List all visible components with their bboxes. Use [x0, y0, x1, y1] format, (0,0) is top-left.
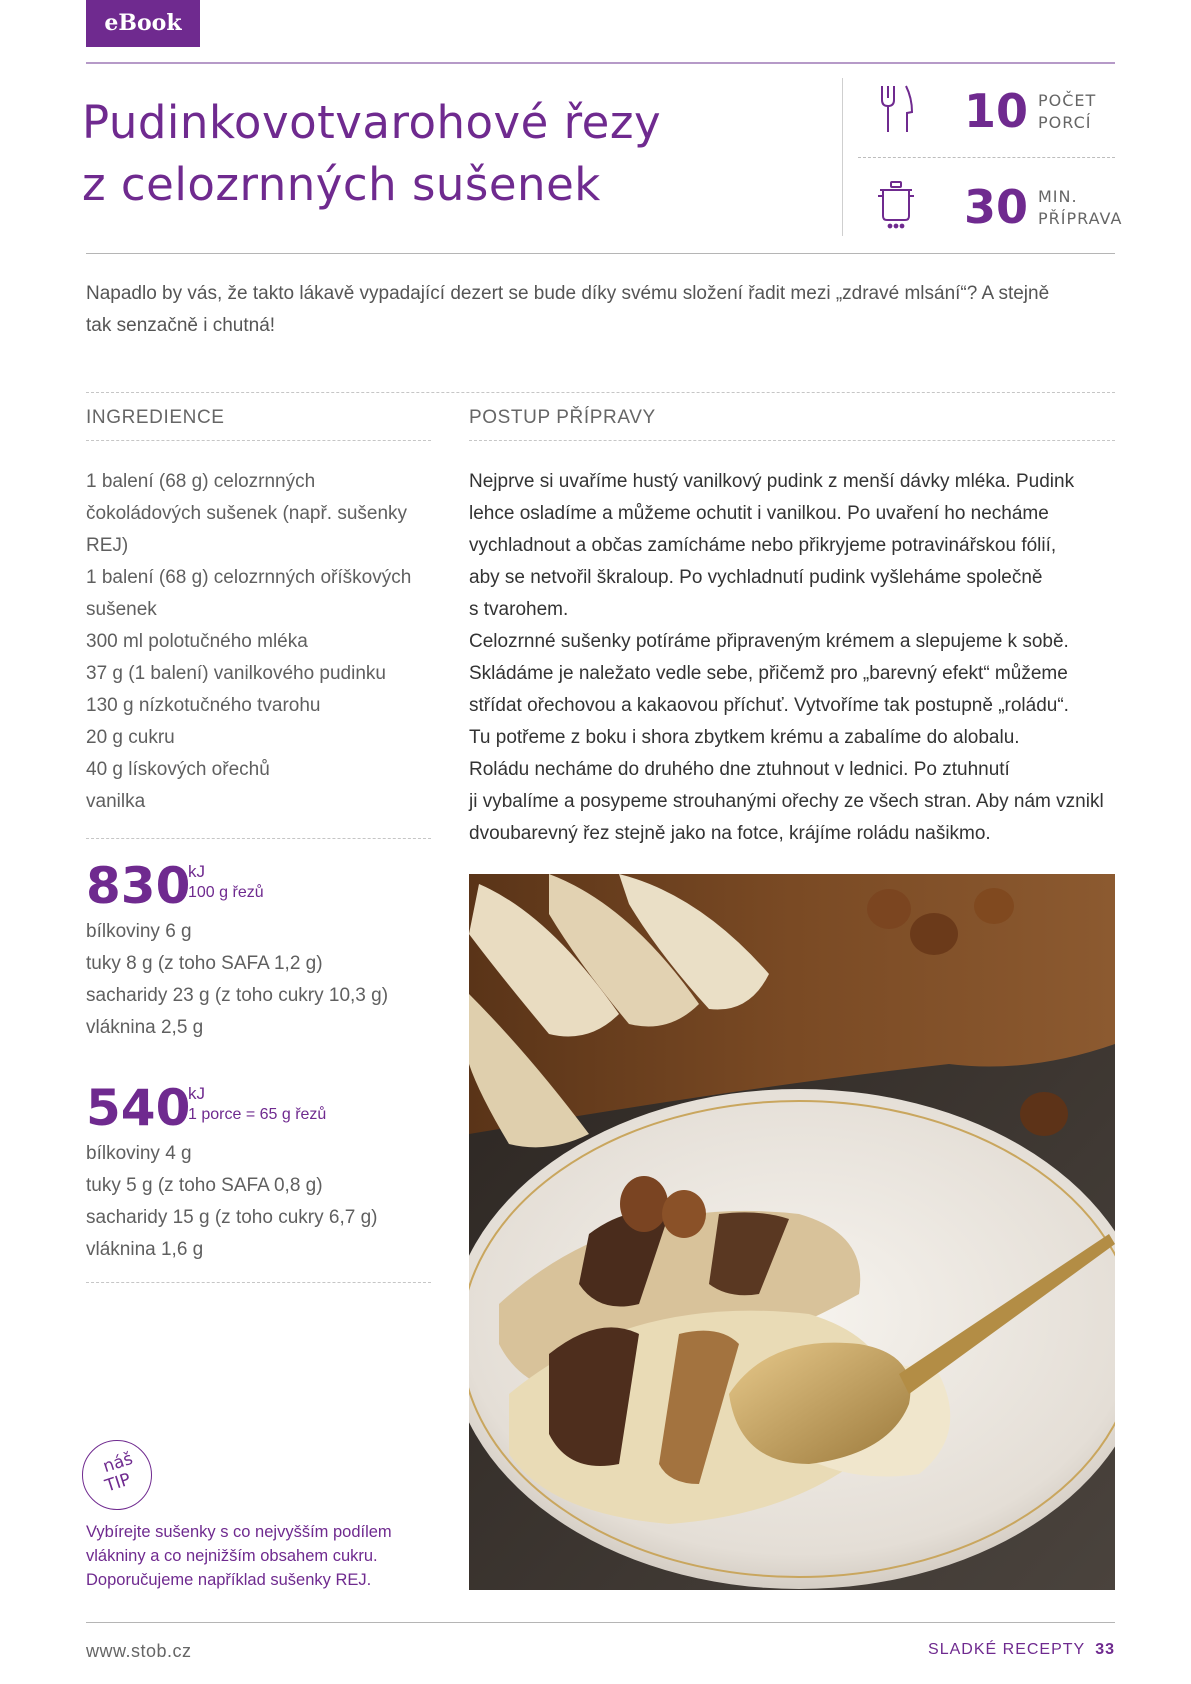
portions-number: 10 — [964, 84, 1029, 138]
pot-icon — [876, 180, 916, 230]
tip-text — [86, 1520, 446, 1592]
procedure-text — [469, 466, 1119, 850]
nutrition-per-100g — [86, 856, 431, 1056]
portions-label — [1038, 90, 1096, 134]
ingredient-line: 20 g cukru — [86, 727, 175, 748]
procedure-line: Skládáme je naležato vedle sebe, přičemž pro „barevný efekt“ můžeme — [469, 663, 1068, 684]
ingredient-line: 130 g nízkotučného tvarohu — [86, 695, 321, 716]
recipe-title — [82, 92, 822, 216]
fork-knife-icon — [876, 84, 916, 134]
energy-value: 540 — [86, 1079, 191, 1137]
portions-info — [876, 78, 1116, 148]
energy-unit: kJ — [188, 1084, 205, 1103]
energy-unit: kJ — [188, 862, 205, 881]
tip-stamp-word-2: TIP — [102, 1469, 134, 1497]
ingredient-line: REJ) — [86, 535, 129, 556]
time-number: 30 — [964, 180, 1029, 234]
ingredient-line: vanilka — [86, 791, 146, 812]
section-top-dashed-line — [86, 392, 1115, 393]
intro-line-1: Napadlo by vás, že takto lákavě vypadající dezert se bude díky svému složení řadit mezi „zdravé mlsání“? A stejně — [86, 283, 1050, 304]
procedure-line: Celozrnné sušenky potíráme připraveným krémem a slepujeme k sobě. — [469, 631, 1069, 652]
procedure-line: dvoubarevný řez stejně jako na fotce, krájíme roládu našikmo. — [469, 823, 991, 844]
tip-stamp — [82, 1440, 152, 1510]
nutrition-end-dashed-line — [86, 1282, 431, 1283]
tip-line: Vybírejte sušenky s co nejvyšším podílem — [86, 1523, 392, 1541]
nutrient-line: vláknina 1,6 g — [86, 1239, 204, 1260]
procedure-line: ji vybalíme a posypeme strouhanými ořechy ze všech stran. Aby nám vznikl — [469, 791, 1104, 812]
procedure-heading: POSTUP PŘÍPRAVY — [469, 407, 656, 428]
time-label-line-2: PŘÍPRAVA — [1038, 209, 1123, 228]
time-info — [876, 174, 1123, 244]
nutrient-line: vláknina 2,5 g — [86, 1017, 204, 1038]
nutrient-line: bílkoviny 4 g — [86, 1143, 192, 1164]
portions-label-line-1: POČET — [1038, 91, 1097, 110]
ingredients-heading: INGREDIENCE — [86, 407, 225, 428]
ingredients-heading-underline — [86, 440, 431, 441]
time-label — [1038, 186, 1122, 230]
nutrient-line: tuky 5 g (z toho SAFA 0,8 g) — [86, 1175, 323, 1196]
nutrient-line: sacharidy 15 g (z toho cukry 6,7 g) — [86, 1207, 378, 1228]
procedure-line: aby se netvořil škraloup. Po vychladnutí pudink vyšleháme společně — [469, 567, 1043, 588]
tip-stamp-word-1: náš — [100, 1448, 136, 1478]
tip-line: vlákniny a co nejnižším obsahem cukru. — [86, 1547, 378, 1565]
nutrient-list — [86, 1138, 377, 1266]
nutrient-line: sacharidy 23 g (z toho cukry 10,3 g) — [86, 985, 389, 1006]
energy-basis: 100 g řezů — [188, 884, 264, 901]
procedure-line: s tvarohem. — [469, 599, 569, 620]
energy-basis: 1 porce = 65 g řezů — [188, 1106, 327, 1123]
ingredient-line: sušenek — [86, 599, 157, 620]
procedure-line: Tu potřeme z boku i shora zbytkem krému a zabalíme do alobalu. — [469, 727, 1020, 748]
procedure-line: Roládu necháme do druhého dne ztuhnout v lednici. Po ztuhnutí — [469, 759, 1010, 780]
footer-divider — [86, 1622, 1115, 1623]
procedure-heading-underline — [469, 440, 1115, 441]
nutrition-per-portion — [86, 1078, 431, 1278]
intro-paragraph — [86, 278, 1086, 342]
ingredient-line: 37 g (1 balení) vanilkového pudinku — [86, 663, 386, 684]
nutrient-line: bílkoviny 6 g — [86, 921, 192, 942]
ingredient-line: 40 g lískových ořechů — [86, 759, 270, 780]
ingredient-line: 1 balení (68 g) celozrnných — [86, 471, 316, 492]
page-number: 33 — [1095, 1641, 1115, 1658]
nutrient-list — [86, 916, 388, 1044]
procedure-line: střídat ořechovou a kakaovou příchuť. Vytvoříme tak postupně „roládu“. — [469, 695, 1069, 716]
title-line-2: z celozrnných sušenek — [82, 158, 601, 211]
intro-line-2: tak senzačně i chutná! — [86, 315, 276, 336]
tip-line: Doporučujeme například sušenky REJ. — [86, 1571, 372, 1589]
portions-label-line-2: PORCÍ — [1038, 113, 1092, 132]
section-name: SLADKÉ RECEPTY — [928, 1641, 1086, 1658]
ebook-badge: eBook — [86, 0, 200, 47]
ingredient-line: 1 balení (68 g) celozrnných oříškových — [86, 567, 412, 588]
header-vertical-divider — [842, 78, 843, 236]
procedure-line: Nejprve si uvaříme hustý vanilkový pudink z menší dávky mléka. Pudink — [469, 471, 1075, 492]
dessert-photo — [469, 874, 1115, 1590]
website-link[interactable]: www.stob.cz — [86, 1641, 192, 1661]
ingredients-list — [86, 466, 431, 818]
title-line-1: Pudinkovotvarohové řezy — [82, 96, 662, 149]
ingredient-line: 300 ml polotučného mléka — [86, 631, 308, 652]
ingredient-line: čokoládových sušenek (např. sušenky — [86, 503, 408, 524]
procedure-line: vychladnout a občas zamícháme nebo přikryjeme potravinářskou fólií, — [469, 535, 1057, 556]
ingredients-end-dashed-line — [86, 838, 431, 839]
procedure-line: lehce osladíme a můžeme ochutit i vanilkou. Po uvaření ho necháme — [469, 503, 1049, 524]
meta-dashed-separator — [858, 157, 1115, 158]
nutrient-line: tuky 8 g (z toho SAFA 1,2 g) — [86, 953, 323, 974]
header-bottom-divider — [86, 253, 1115, 254]
footer-section — [928, 1641, 1115, 1659]
top-divider — [86, 62, 1115, 64]
time-label-line-1: MIN. — [1038, 187, 1078, 206]
energy-value: 830 — [86, 857, 191, 915]
